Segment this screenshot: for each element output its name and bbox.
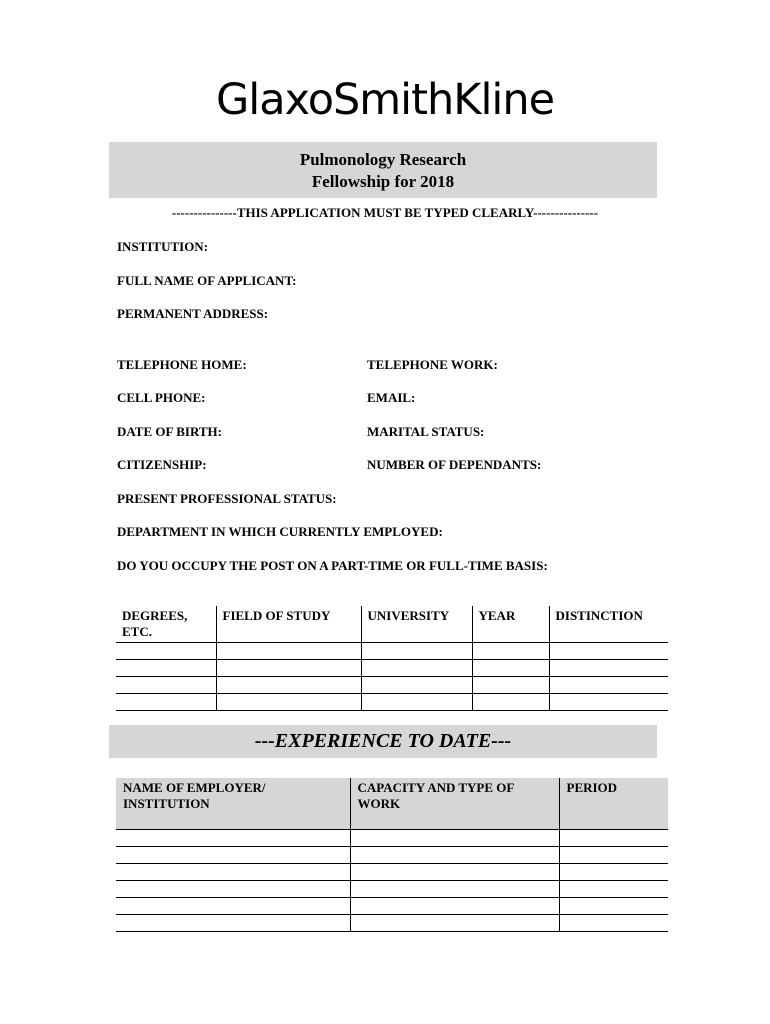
table-cell[interactable] [116,676,216,693]
table-cell[interactable] [116,897,350,914]
degrees-table [116,606,668,711]
institution-label: INSTITUTION: [117,239,209,254]
telephone-work-label: TELEPHONE WORK: [367,357,498,372]
table-cell[interactable] [116,863,350,880]
table-cell[interactable] [361,642,472,659]
table-row [116,642,668,659]
email-label: EMAIL: [367,390,416,405]
table-cell[interactable] [472,693,549,710]
table-cell[interactable] [116,693,216,710]
form-title-line1: Pulmonology Research [299,150,467,169]
table-cell[interactable] [361,659,472,676]
table-row [116,897,668,914]
table-cell[interactable] [559,863,668,880]
table-cell[interactable] [116,914,350,931]
degrees-header-cell: DEGREES, ETC. [116,606,216,642]
table-cell[interactable] [216,642,361,659]
cell-phone-label: CELL PHONE: [117,390,206,405]
table-cell[interactable] [559,914,668,931]
table-cell[interactable] [559,897,668,914]
table-row [116,829,668,846]
table-cell[interactable] [559,846,668,863]
table-cell[interactable] [350,829,559,846]
table-row [116,693,668,710]
table-cell[interactable] [216,659,361,676]
date-of-birth-label: DATE OF BIRTH: [117,424,222,439]
table-cell[interactable] [350,897,559,914]
distinction-header-cell: DISTINCTION [549,606,668,642]
address-label: PERMANENT ADDRESS: [117,306,269,321]
degrees-header-row [116,606,668,642]
table-cell[interactable] [549,693,668,710]
experience-table [116,778,668,932]
telephone-home-label: TELEPHONE HOME: [117,357,247,372]
dependants-label: NUMBER OF DEPENDANTS: [367,457,542,472]
employment-basis-label: DO YOU OCCUPY THE POST ON A PART-TIME OR FULL-TIME BASIS: [117,558,548,573]
year-header-cell: YEAR [472,606,549,642]
table-cell[interactable] [559,829,668,846]
table-row [116,659,668,676]
table-cell[interactable] [472,642,549,659]
experience-header-row [116,778,668,829]
table-cell[interactable] [472,659,549,676]
table-cell[interactable] [361,693,472,710]
department-label: DEPARTMENT IN WHICH CURRENTLY EMPLOYED: [117,524,443,539]
table-cell[interactable] [116,829,350,846]
table-cell[interactable] [472,676,549,693]
table-row [116,863,668,880]
table-cell[interactable] [350,914,559,931]
form-title-banner [109,142,657,198]
table-cell[interactable] [549,676,668,693]
table-cell[interactable] [350,880,559,897]
table-cell[interactable] [116,659,216,676]
professional-status-label: PRESENT PROFESSIONAL STATUS: [117,491,337,506]
table-cell[interactable] [549,659,668,676]
table-cell[interactable] [216,676,361,693]
table-cell[interactable] [549,642,668,659]
field-of-study-header-cell: FIELD OF STUDY [216,606,361,642]
employer-header-cell: NAME OF EMPLOYER/ INSTITUTION [116,778,350,829]
capacity-header-cell: CAPACITY AND TYPE OF WORK [350,778,559,829]
citizenship-label: CITIZENSHIP: [117,457,207,472]
table-cell[interactable] [350,846,559,863]
company-logo: GlaxoSmithKline [215,75,555,125]
table-cell[interactable] [361,676,472,693]
university-header-cell: UNIVERSITY [361,606,472,642]
full-name-label: FULL NAME OF APPLICANT: [117,273,297,288]
marital-status-label: MARITAL STATUS: [367,424,485,439]
table-cell[interactable] [116,846,350,863]
table-row [116,880,668,897]
table-cell[interactable] [216,693,361,710]
table-cell[interactable] [350,863,559,880]
table-row [116,914,668,931]
table-cell[interactable] [116,880,350,897]
table-cell[interactable] [559,880,668,897]
table-cell[interactable] [116,642,216,659]
table-row [116,676,668,693]
experience-heading: ---EXPERIENCE TO DATE--- [109,725,657,758]
typing-notice: ---------------THIS APPLICATION MUST BE TYPED CLEARLY--------------- [171,205,599,220]
table-row [116,846,668,863]
form-title-line2: Fellowship for 2018 [311,172,455,191]
period-header-cell: PERIOD [559,778,668,829]
